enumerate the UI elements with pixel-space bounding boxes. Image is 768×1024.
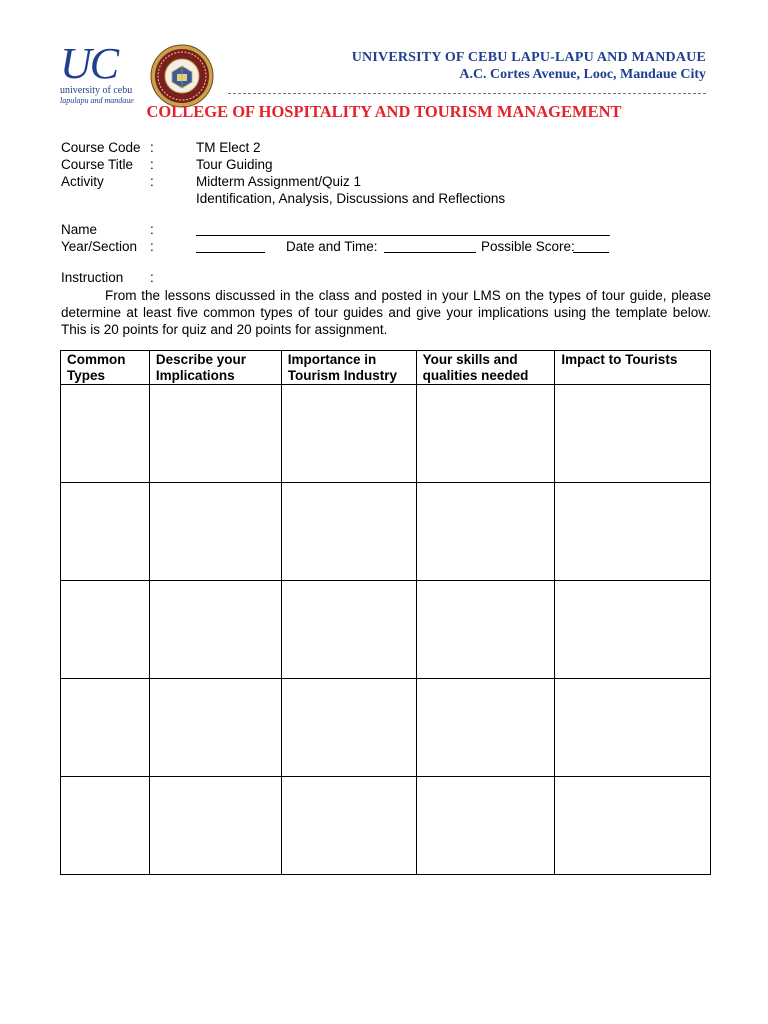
table-cell[interactable] bbox=[416, 777, 555, 875]
header-skills-qualities: Your skills and qualities needed bbox=[416, 351, 555, 385]
year-section-label: Year/Section bbox=[61, 239, 138, 254]
table-cell[interactable] bbox=[555, 679, 711, 777]
uc-logo bbox=[60, 39, 140, 105]
year-section-field[interactable] bbox=[196, 239, 265, 253]
table-cell[interactable] bbox=[61, 483, 150, 581]
table-cell[interactable] bbox=[416, 385, 555, 483]
table-header-row bbox=[61, 351, 711, 385]
table-cell[interactable] bbox=[149, 679, 281, 777]
table-cell[interactable] bbox=[281, 581, 416, 679]
table-cell[interactable] bbox=[416, 679, 555, 777]
year-section-colon: : bbox=[150, 239, 154, 254]
table-cell[interactable] bbox=[555, 483, 711, 581]
date-time-label: Date and Time: bbox=[286, 239, 378, 254]
table-cell[interactable] bbox=[149, 483, 281, 581]
table-cell[interactable] bbox=[555, 581, 711, 679]
table-row bbox=[61, 777, 711, 875]
university-address: A.C. Cortes Avenue, Looc, Mandaue City bbox=[459, 67, 706, 82]
university-name: UNIVERSITY OF CEBU LAPU-LAPU AND MANDAUE bbox=[351, 50, 706, 65]
course-title-colon: : bbox=[150, 157, 154, 172]
possible-score-field[interactable] bbox=[573, 239, 609, 253]
table-cell[interactable] bbox=[61, 777, 150, 875]
table-cell[interactable] bbox=[149, 777, 281, 875]
possible-score-label: Possible Score: bbox=[481, 239, 575, 254]
table-cell[interactable] bbox=[416, 483, 555, 581]
table-cell[interactable] bbox=[555, 777, 711, 875]
university-seal-icon bbox=[150, 44, 214, 108]
course-title-label: Course Title bbox=[61, 157, 134, 172]
table-cell[interactable] bbox=[416, 581, 555, 679]
table-cell[interactable] bbox=[61, 679, 150, 777]
table-cell[interactable] bbox=[281, 777, 416, 875]
activity-value: Midterm Assignment/Quiz 1 bbox=[196, 174, 362, 189]
table-cell[interactable] bbox=[149, 385, 281, 483]
course-code-value: TM Elect 2 bbox=[196, 140, 261, 155]
instruction-colon: : bbox=[150, 270, 154, 285]
table-row bbox=[61, 581, 711, 679]
instruction-paragraph: From the lessons discussed in the class and posted in your LMS on the types of tour guide, please determine at least five common types of tour guides and give your implications using the template below. This is 20 points for quiz and 20 points for assignment. bbox=[61, 288, 711, 337]
activity-colon: : bbox=[150, 174, 154, 189]
activity-label: Activity bbox=[61, 174, 104, 189]
table-cell[interactable] bbox=[149, 581, 281, 679]
activity-description: Identification, Analysis, Discussions and Reflections bbox=[196, 191, 506, 206]
name-label: Name bbox=[61, 222, 98, 237]
instruction-label: Instruction bbox=[61, 270, 124, 285]
table-cell[interactable] bbox=[555, 385, 711, 483]
uc-logo-campus: lapulapu and mandaue bbox=[60, 96, 134, 105]
course-code-label: Course Code bbox=[61, 140, 141, 155]
course-title-value: Tour Guiding bbox=[196, 157, 273, 172]
name-field[interactable] bbox=[196, 222, 610, 236]
uc-logo-letters: UC bbox=[60, 39, 118, 88]
tour-guide-template-table bbox=[60, 350, 711, 875]
table-row bbox=[61, 679, 711, 777]
table-row bbox=[61, 483, 711, 581]
instruction-text bbox=[61, 287, 711, 338]
course-code-colon: : bbox=[150, 140, 154, 155]
table-cell[interactable] bbox=[281, 483, 416, 581]
header-impact-tourists: Impact to Tourists bbox=[555, 351, 711, 385]
uc-logo-subtitle: university of cebu bbox=[60, 85, 133, 96]
college-title: COLLEGE OF HOSPITALITY AND TOURISM MANAGEMENT bbox=[146, 102, 622, 121]
date-time-field[interactable] bbox=[384, 239, 476, 253]
name-colon: : bbox=[150, 222, 154, 237]
header-divider bbox=[228, 93, 706, 94]
table-cell[interactable] bbox=[61, 385, 150, 483]
header-common-types: Common Types bbox=[61, 351, 150, 385]
header-describe-implications: Describe your Implications bbox=[149, 351, 281, 385]
table-row bbox=[61, 385, 711, 483]
table-cell[interactable] bbox=[281, 679, 416, 777]
table-cell[interactable] bbox=[61, 581, 150, 679]
table-cell[interactable] bbox=[281, 385, 416, 483]
header-importance: Importance in Tourism Industry bbox=[281, 351, 416, 385]
